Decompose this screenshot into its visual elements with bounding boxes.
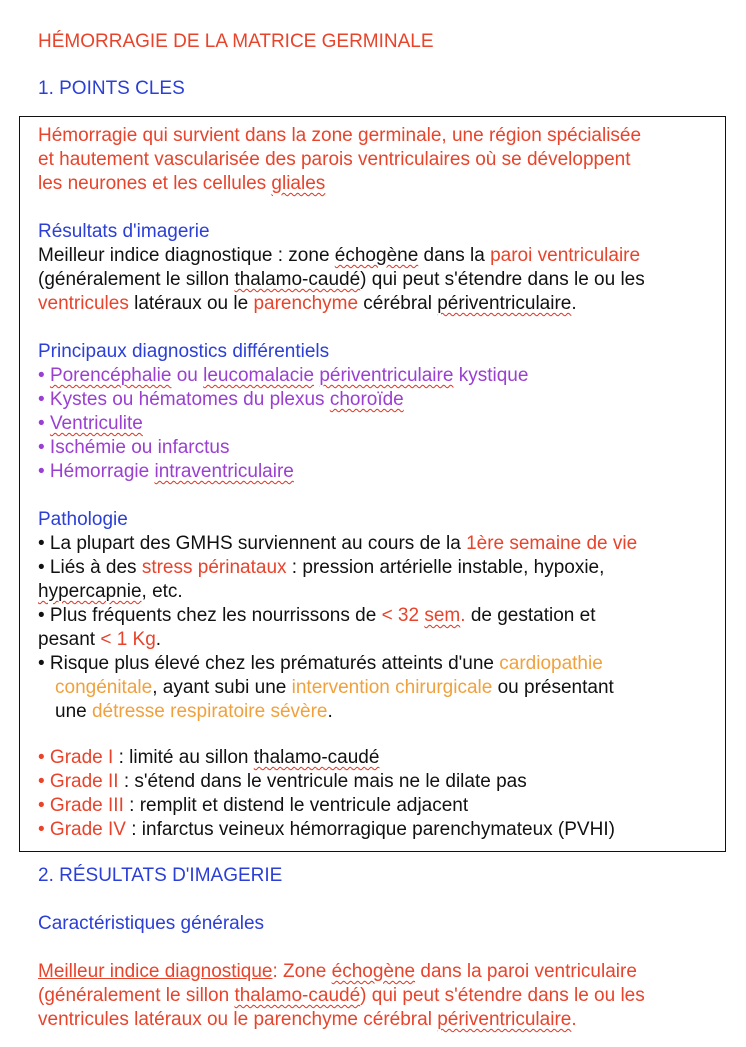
imaging-line-1: Meilleur indice diagnostique : zone échogène dans la paroi ventriculaire <box>38 245 641 266</box>
section-1-heading: 1. POINTS CLES <box>38 78 185 99</box>
grade-item: • Grade II : s'étend dans le ventricule mais ne le dilate pas <box>38 771 527 792</box>
pathology-line: • Liés à des stress périnataux : pression artérielle instable, hypoxie, <box>38 557 605 578</box>
section-2-line-1: Meilleur indice diagnostique: Zone échogène dans la paroi ventriculaire <box>38 961 637 982</box>
imaging-line-3: ventricules latéraux ou le parenchyme cérébral périventriculaire. <box>38 293 577 314</box>
pathology-line: hypercapnie, etc. <box>38 581 183 602</box>
section-2-line-2: (généralement le sillon thalamo-caudé) qui peut s'étendre dans le ou les <box>38 985 645 1006</box>
pathology-line: • Plus fréquents chez les nourrissons de < 32 sem. de gestation et <box>38 605 596 626</box>
imaging-line-2: (généralement le sillon thalamo-caudé) qui peut s'étendre dans le ou les <box>38 269 645 290</box>
pathology-heading: Pathologie <box>38 509 128 530</box>
section-2-heading: 2. RÉSULTATS D'IMAGERIE <box>38 865 283 886</box>
differentials-heading: Principaux diagnostics différentiels <box>38 341 330 362</box>
grade-item: • Grade I : limité au sillon thalamo-caudé <box>38 747 380 768</box>
imaging-heading: Résultats d'imagerie <box>38 221 210 242</box>
pathology-line: • Risque plus élevé chez les prématurés atteints d'une cardiopathie <box>38 653 603 674</box>
pathology-line: congénitale, ayant subi une intervention chirurgicale ou présentant <box>55 677 614 698</box>
differential-item: • Hémorragie intraventriculaire <box>38 461 294 482</box>
general-characteristics-heading: Caractéristiques générales <box>38 913 265 934</box>
intro-line-2: et hautement vascularisée des parois ventriculaires où se développent <box>38 149 631 170</box>
grade-item: • Grade III : remplit et distend le ventricule adjacent <box>38 795 469 816</box>
document-title: HÉMORRAGIE DE LA MATRICE GERMINALE <box>38 31 434 52</box>
intro-line-1: Hémorragie qui survient dans la zone germinale, une région spécialisée <box>38 125 642 146</box>
differential-item: • Ischémie ou infarctus <box>38 437 230 458</box>
intro-line-3: les neurones et les cellules gliales <box>38 173 326 194</box>
differential-item: • Ventriculite <box>38 413 143 434</box>
differential-item: • Porencéphalie ou leucomalacie périventriculaire kystique <box>38 365 529 386</box>
pathology-line: une détresse respiratoire sévère. <box>55 701 333 722</box>
pathology-line: • La plupart des GMHS surviennent au cours de la 1ère semaine de vie <box>38 533 638 554</box>
differential-item: • Kystes ou hématomes du plexus choroïde <box>38 389 404 410</box>
grade-item: • Grade IV : infarctus veineux hémorragique parenchymateux (PVHI) <box>38 819 615 840</box>
pathology-line: pesant < 1 Kg. <box>38 629 162 650</box>
section-2-line-3: ventricules latéraux ou le parenchyme cérébral périventriculaire. <box>38 1009 577 1030</box>
